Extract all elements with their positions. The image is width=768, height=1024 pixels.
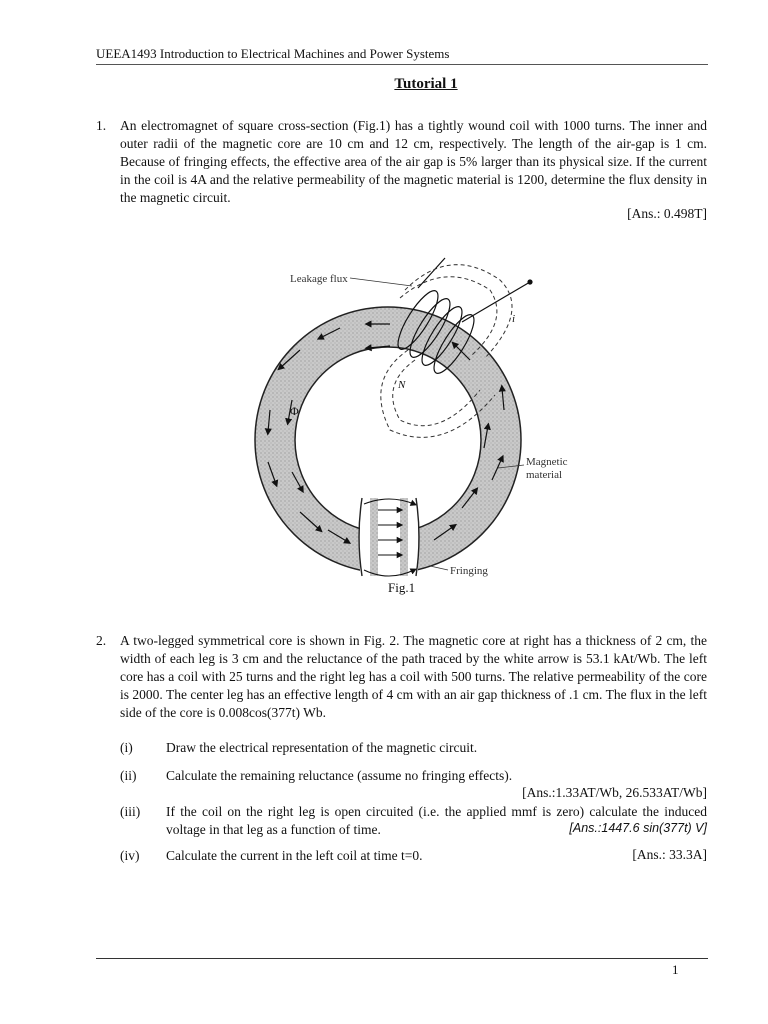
label-material: material — [526, 469, 563, 481]
figure-1-caption: Fig.1 — [388, 580, 416, 595]
label-fringing: Fringing — [450, 565, 488, 577]
item-text: Draw the electrical representation of the magnetic circuit. — [166, 740, 478, 755]
question-2-number: 2. — [96, 633, 107, 648]
item-number: (i) — [120, 740, 133, 755]
label-n: N — [398, 379, 406, 391]
question-2-item-ii-answer: [Ans.:1.33AT/Wb, 26.533AT/Wb] — [522, 785, 707, 800]
footer-divider — [96, 958, 708, 959]
question-2-item-iii-answer: [Ans.:1447.6 sin(377t) V] — [569, 821, 707, 835]
page-number: 1 — [672, 962, 679, 977]
item-number: (iii) — [120, 804, 141, 819]
label-i: i — [512, 313, 516, 325]
question-1-answer: [Ans.: 0.498T] — [627, 206, 707, 221]
page-header: UEEA1493 Introduction to Electrical Machines and Power Systems — [96, 46, 708, 65]
label-magnetic: Magnetic — [526, 456, 568, 468]
page-title — [0, 76, 768, 93]
item-text: Calculate the remaining reluctance (assume no fringing effects). — [166, 768, 513, 783]
title-text: Tutorial 1 — [394, 76, 458, 92]
question-1-text: An electromagnet of square cross-section (Fig.1) has a tightly wound coil with 1000 turns. The inner and outer radii of the magnetic core are 10 cm and 12 cm, respectively. The length of the air-gap is 1 cm. Because of fringing effects, the effective area of the air gap is 5% larger than its physical size. If the current in the coil is 4A and the relative permeability of the magnetic material is 1200, determine the flux density in the magnetic circuit. — [120, 118, 707, 205]
label-phi: Φ — [290, 404, 299, 418]
air-gap — [360, 495, 418, 577]
question-2-text: A two-legged symmetrical core is shown in Fig. 2. The magnetic core at right has a thickness of 2 cm, the width of each leg is 3 cm and the reluctance of the path traced by the white arrow is 53.1 kAt/Wb. The left core has a coil with 25 turns and the right leg has a coil with 500 turns. The relative permeability of the core is 2000. The center leg has an effective length of 4 cm with an air gap thickness of .1 cm. The flux in the left side of the core is 0.008cos(377t) Wb. — [120, 633, 707, 720]
label-leakage-flux: Leakage flux — [290, 273, 348, 285]
question-2-item-iv-answer: [Ans.: 33.3A] — [632, 847, 707, 862]
question-1-number: 1. — [96, 118, 107, 133]
item-text: Calculate the current in the left coil at time t=0. — [166, 848, 423, 863]
item-number: (iv) — [120, 848, 140, 863]
item-iii-text: If the coil on the right leg is open circuited (i.e. the applied mmf is zero) calculate the induced voltage in that leg as a function of time. — [166, 804, 707, 837]
figure-1-toroid — [240, 240, 600, 585]
item-number: (ii) — [120, 768, 137, 783]
